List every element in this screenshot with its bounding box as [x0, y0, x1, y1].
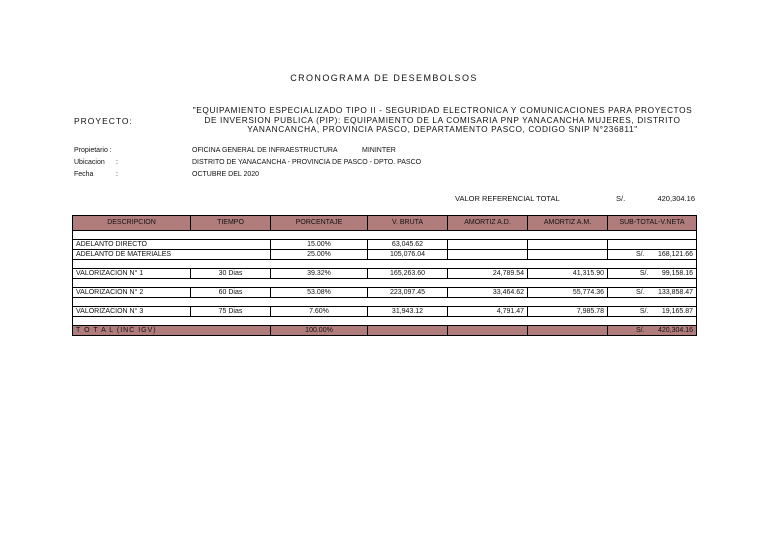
cell-amortiz-ad: 24,789.54	[448, 269, 528, 279]
cell-currency: S/.	[635, 327, 645, 334]
date-label: Fecha	[74, 171, 94, 178]
cell-percentage: 39.32%	[271, 269, 368, 279]
cell-gross-value: 223,097.45	[368, 288, 448, 298]
cell-currency: S/.	[635, 289, 645, 296]
table-row-valorizacion-2	[73, 288, 697, 298]
cell-time: 30 Dias	[191, 269, 271, 279]
cell-net-value: 99,158.16	[661, 270, 693, 277]
document-title: CRONOGRAMA DE DESEMBOLSOS	[290, 73, 478, 83]
cell-currency: S/.	[635, 251, 645, 258]
cell-amortiz-am: 55,774.36	[528, 288, 608, 298]
cell-net-value: 133,858.47	[657, 289, 693, 296]
cell-currency: S/.	[639, 308, 649, 315]
cell-percentage: 7.60%	[271, 307, 368, 317]
owner-label: Propietario :	[74, 147, 112, 154]
location-label: Ubicacion	[74, 159, 105, 166]
cell-description: VALORIZACION N° 2	[73, 288, 191, 298]
date-colon: :	[116, 171, 118, 178]
project-line-2: DE INVERSION PUBLICA (PIP): EQUIPAMIENTO DE LA COMISARIA PNP YANACANCHA MUJERES, DISTRITO	[204, 114, 681, 125]
cell-percentage: 53.08%	[271, 288, 368, 298]
cell-gross-value: 165,263.60	[368, 269, 448, 279]
location-colon: :	[116, 159, 118, 166]
disbursement-table	[72, 215, 697, 336]
table-row-valorizacion-3	[73, 307, 697, 317]
table-row-advance-materials	[73, 250, 697, 260]
cell-amortiz-am: 7,985.78	[528, 307, 608, 317]
project-label: PROYECTO:	[74, 116, 133, 126]
cell-percentage: 25.00%	[271, 250, 368, 260]
cell-gross-value: 63,045.62	[368, 240, 448, 250]
cell-description: T O T A L (INC IGV)	[73, 326, 271, 336]
cell-description: ADELANTO DIRECTO	[73, 240, 271, 250]
table-row-advance-direct	[73, 240, 697, 250]
table-row-total	[73, 326, 697, 336]
cell-time: 60 Dias	[191, 288, 271, 298]
cell-percentage: 100.00%	[271, 326, 368, 336]
cell-description: ADELANTO DE MATERIALES	[73, 250, 271, 260]
header-amortiz-ad: AMORTIZ A.D.	[448, 216, 528, 231]
cell-net-value: 420,304.16	[657, 327, 693, 334]
date-value: OCTUBRE DEL 2020	[192, 171, 260, 178]
cell-amortiz-am: 41,315.90	[528, 269, 608, 279]
owner-extra: MININTER	[362, 147, 396, 154]
header-percentage: PORCENTAJE	[271, 216, 368, 231]
table-header-row	[73, 216, 697, 231]
location-value: DISTRITO DE YANACANCHA - PROVINCIA DE PASCO - DPTO. PASCO	[192, 159, 422, 166]
cell-time: 75 Dias	[191, 307, 271, 317]
table-row-valorizacion-1	[73, 269, 697, 279]
reference-label: VALOR REFERENCIAL TOTAL	[455, 194, 560, 203]
cell-net-value: 168,121.66	[657, 251, 693, 258]
cell-percentage: 15.00%	[271, 240, 368, 250]
header-time: TIEMPO	[191, 216, 271, 231]
header-net-subtotal: SUB-TOTAL-V.NETA	[608, 216, 697, 231]
project-line-3: YANANCANCHA, PROVINCIA PASCO, DEPARTAMENTO PASCO, CODIGO SNIP N°236811"	[247, 124, 638, 135]
cell-net-value: 19,165.87	[661, 308, 693, 315]
cell-description: VALORIZACION N° 1	[73, 269, 191, 279]
header-amortiz-am: AMORTIZ A.M.	[528, 216, 608, 231]
reference-value: 420,304.16	[657, 194, 695, 203]
project-description	[190, 106, 695, 135]
cell-amortiz-ad: 4,791.47	[448, 307, 528, 317]
cell-currency: S/.	[639, 270, 649, 277]
header-gross-value: V. BRUTA	[368, 216, 448, 231]
cell-amortiz-ad: 33,464.62	[448, 288, 528, 298]
cell-gross-value: 105,076.04	[368, 250, 448, 260]
owner-value: OFICINA GENERAL DE INFRAESTRUCTURA	[192, 147, 338, 154]
cell-gross-value: 31,943.12	[368, 307, 448, 317]
reference-currency: S/.	[616, 194, 626, 203]
header-description: DESCRIPCION	[73, 216, 191, 231]
project-line-1: "EQUIPAMIENTO ESPECIALIZADO TIPO II - SEGURIDAD ELECTRONICA Y COMUNICACIONES PARA PROYECTOS	[192, 105, 693, 115]
cell-description: VALORIZACION N° 3	[73, 307, 191, 317]
